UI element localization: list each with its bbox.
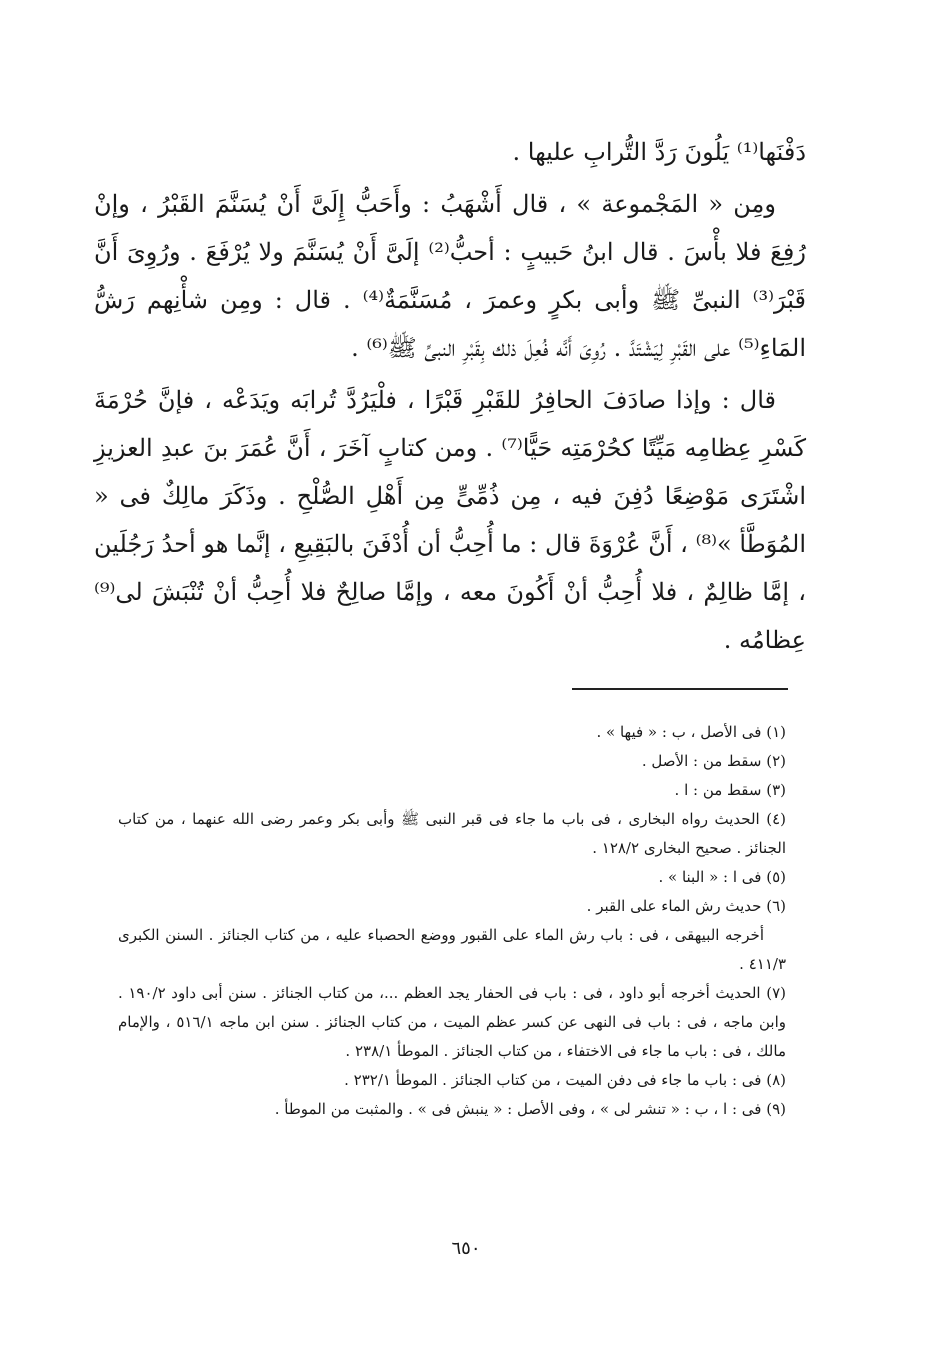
footnote-5: (٥) فى ا : « البنا » . bbox=[658, 868, 786, 886]
footnote-7: (٧) الحديث أخرجه أبو داود ، فى : باب فى الحفار يجد العظم ...، من كتاب الجنائز . سنن أبى داود ١٩٠/٢ . وابن ماجه ، فى : باب فى النهى عن كسر عظم الميت ، من كتاب الجنائز . سنن ابن ماجه ٥١٦/١ ، والإمام مالك ، فى : باب ما جاء فى الاختفاء ، من كتاب الجنائز . الموطأ ٢٣٨/١ . bbox=[118, 984, 786, 1060]
footnote-6: (٦) حديث رش الماء على القبر . bbox=[586, 897, 786, 915]
footnote-2: (٢) سقط من : الأصل . bbox=[641, 752, 786, 770]
footnote-3: (٣) سقط من : ا . bbox=[674, 781, 786, 799]
footnote-6-continuation: أخرجه البيهقى ، فى : باب رش الماء على القبور ووضع الحصباء عليه ، من كتاب الجنائز . السنن الكبرى ٤١١/٣ . bbox=[118, 926, 786, 973]
paragraph-3: قال : وإذا صادَفَ الحافِرُ للقَبْرِ قَبْرًا ، فلْيَرُدَّ تُرابَه ويَدَعْه ، فإنَّ حُرْمَةَ كَسْرِ عِظامِه مَيِّتًا كحُرْمَتِه حَيًّا⁽⁷⁾ . ومن كتابٍ آخَرَ ، أَنَّ عُمَرَ بنَ عبدِ العزيزِ اشْتَرَى مَوْضِعًا دُفِنَ فيه ، مِن ذُمِّىٍّ مِن أَهْلِ الصُّلْحِ . وذَكَرَ مالِكٌ فى « المُوَطَّأ »⁽⁸⁾ ، أَنَّ عُرْوَةَ قال : ما أُحِبُّ أن أُدْفَنَ بالبَقِيعِ ، إنَّما هو أحدُ رَجُلَين ، إمَّا ظالِمٌ ، فلا أُحِبُّ أنْ أَكُونَ معه ، وإمَّا صالِحٌ فلا أُحِبُّ أنْ تُنْبَشَ لى⁽⁹⁾ عِظامُه . bbox=[94, 386, 807, 654]
footnote-4: (٤) الحديث رواه البخارى ، فى باب ما جاء فى قبر النبى ﷺ وأبى بكر وعمر رضى الله عنهما ، من كتاب الجنائز . صحيح البخارى ١٢٨/٢ . bbox=[118, 810, 786, 857]
footnote-9: (٩) فى : ا ، ب : « تنشر لى » ، وفى الأصل : « ينبش فى » . والمثبت من الموطأ . bbox=[274, 1100, 786, 1118]
footnotes bbox=[118, 718, 786, 1124]
page-number: ٦٥٠ bbox=[451, 1238, 481, 1259]
footnote-1: (١) فى الأصل ، ب : « فيها » . bbox=[596, 723, 786, 741]
footnote-8: (٨) فى : باب ما جاء فى دفن الميت ، من كتاب الجنائز . الموطأ ٢٣٢/١ . bbox=[344, 1071, 786, 1089]
paragraph-1: دَفْنَها⁽¹⁾ يَلُونَ رَدَّ التُّرابِ عليها . bbox=[512, 138, 806, 166]
paragraph-2: ومِن « المَجْموعة » ، قال أَشْهَبُ : وأَحَبُّ إِلَىَّ أَنْ يُسَنَّمَ القَبْرُ ، وإنْ رُفِعَ فلا بأْسَ . قال ابنُ حَبيبٍ : أحبُّ⁽²⁾ إلَىَّ أَنْ يُسَنَّمَ ولا يُرْفَعَ . ورُوِىَ أَنَّ قَبْرَ⁽³⁾ النبىِّ ﷺ وأبى بكرٍ وعمرَ ، مُسَنَّمَةٌ⁽⁴⁾ . قال : ومِن شأْنِهم رَشُّ المَاءِ⁽⁵⁾ على القَبْرِ لِيَشْتَدَّ . رُوِىَ أَنَّه فُعِلَ ذلك بِقَبْرِ النبىِّ ﷺ⁽⁶⁾ . bbox=[94, 190, 807, 362]
main-text bbox=[94, 128, 806, 664]
footnote-divider bbox=[572, 688, 788, 690]
